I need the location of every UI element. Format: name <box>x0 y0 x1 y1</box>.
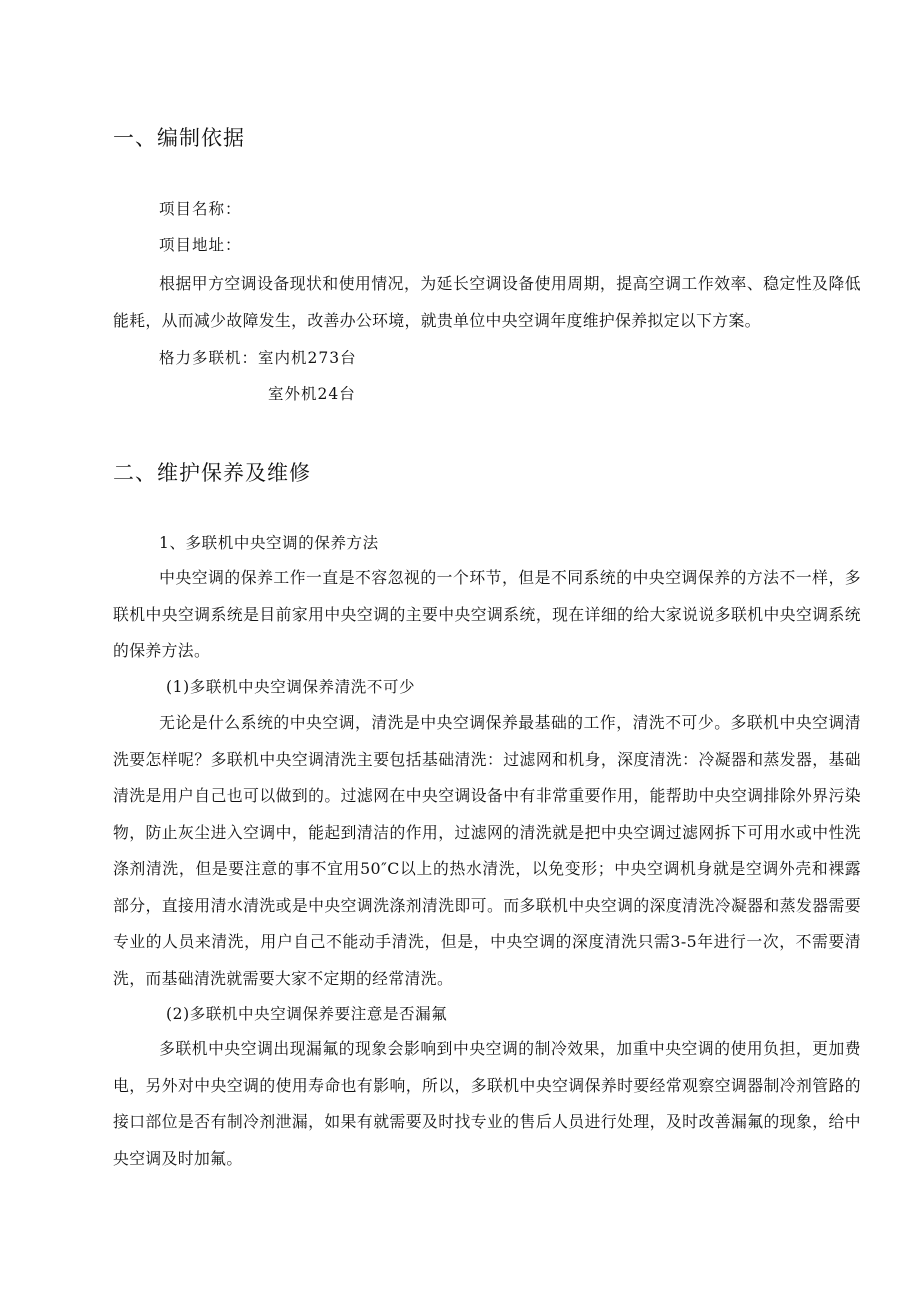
item-cleaning-heading: (1)多联机中央空调保养清洗不可少 <box>166 678 416 696</box>
intro-text: 根据甲方空调设备现状和使用情况，为延长空调设备使用周期，提高空调工作效率、稳定性及降低能耗，从而减少故障发生，改善办公环境，就贵单位中央空调年度维护保养拟定以下方案。 <box>113 274 861 330</box>
cleaning-text: 无论是什么系统的中央空调，清洗是中央空调保养最基础的工作，清洗不可少。多联机中央空调清洗要怎样呢？多联机中央空调清洗主要包括基础清洗：过滤网和机身，深度清洗：冷凝器和蒸发器，基础清洗是用户自己也可以做到的。过滤网在中央空调设备中有非常重要作用，能帮助中央空调排除外界污染物，防止灰尘进入空调中，能起到清洁的作用，过滤网的清洗就是把中央空调过滤网拆下可用水或中性洗涤剂清洗，但是要注意的事不宜用50″C以上的热水清洗，以免变形；中央空调机身就是空调外壳和裸露部分，直接用清水清洗或是中央空调洗涤剂清洗即可。而多联机中央空调的深度清洗冷凝器和蒸发器需要专业的人员来清洗，用户自己不能动手清洗，但是，中央空调的深度清洗只需3-5年进行一次，不需要清洗，而基础清洗就需要大家不定期的经常清洗。 <box>113 713 861 988</box>
section-heading-basis: 一、编制依据 <box>113 126 245 150</box>
subheading-method: 1、多联机中央空调的保养方法 <box>159 534 379 552</box>
leak-text: 多联机中央空调出现漏氟的现象会影响到中央空调的制冷效果，加重中央空调的使用负担，更加费电，另外对中央空调的使用寿命也有影响，所以，多联机中央空调保养时要经常观察空调器制冷剂管路的接口部位是否有制冷剂泄漏，如果有就需要及时找专业的售后人员进行处理，及时改善漏氟的现象，给中央空调及时加氟。 <box>113 1039 861 1168</box>
project-name-label: 项目名称： <box>159 200 242 218</box>
equipment-outdoor-text: 室外机24台 <box>268 385 356 403</box>
equipment-outdoor-line <box>268 382 356 404</box>
project-address-label: 项目地址： <box>159 236 242 254</box>
method-paragraph <box>113 560 861 670</box>
cleaning-paragraph <box>113 705 861 997</box>
method-text: 中央空调的保养工作一直是不容忽视的一个环节，但是不同系统的中央空调保养的方法不一样，多联机中央空调系统是目前家用中央空调的主要中央空调系统，现在详细的给大家说说多联机中央空调系统的保养方法。 <box>113 568 861 660</box>
equipment-indoor-line: 格力多联机：室内机273台 <box>159 349 357 367</box>
item-leak-heading: (2)多联机中央空调保养要注意是否漏氟 <box>166 1005 448 1023</box>
intro-paragraph <box>113 266 861 339</box>
section-heading-maintenance: 二、维护保养及维修 <box>113 461 311 485</box>
leak-paragraph <box>113 1031 861 1177</box>
